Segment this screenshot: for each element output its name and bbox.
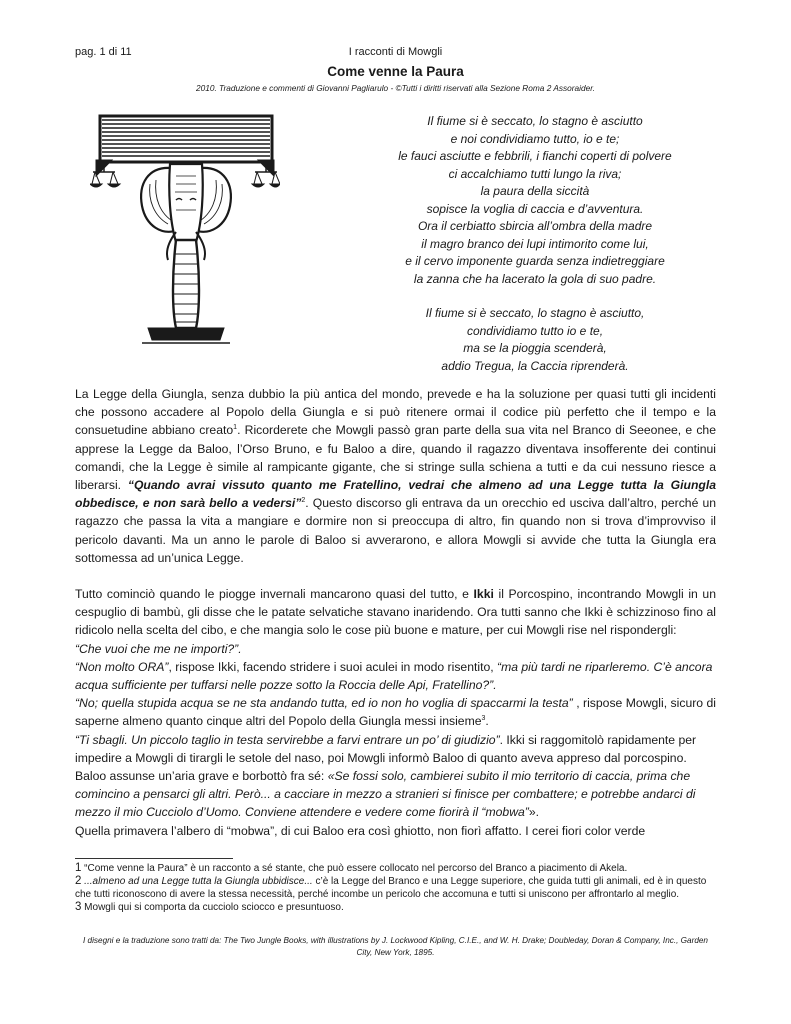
dialogue-line (75, 658, 716, 694)
text-run: Tutto cominciò quando le piogge invernali mancarono quasi del tutto, e (75, 587, 474, 602)
poem-line: addio Tregua, la Caccia riprenderà. (441, 358, 629, 373)
footnotes (75, 862, 725, 914)
text-run: , rispose Ikki, facendo stridere i suoi aculei in modo risentito, (168, 659, 498, 674)
poem-line: ma se la pioggia scenderà, (463, 341, 607, 355)
footnote-3 (75, 901, 725, 914)
dialogue-line (75, 694, 716, 730)
text-run: ». (528, 805, 540, 820)
story-body (75, 385, 716, 840)
page-number: pag. 1 di 11 (75, 46, 132, 58)
text-run: . Ikki si raggomitolò rapidamente per impedire a Mowgli di tirargli le setole del naso, poi Mowgli informò Baloo di quanto aveva appreso dal porcospino. Baloo assunse un’aria grave e borbottò fra sé: (75, 732, 697, 784)
footnote-text: c’è la Legge del Branco e una Legge superiore, che guida tutti gli animali, ed è in questo che tutti riconoscono di avere la stessa necessità, perché incombe un pericolo che accomuna e tutti si uniscono per affrontarlo al meglio. (75, 876, 707, 900)
footnote-number: 3 (75, 901, 82, 913)
footnote-number: 2 (75, 875, 82, 887)
footnote-2 (75, 875, 725, 901)
page-header (75, 46, 716, 62)
paragraph-drought (75, 585, 716, 640)
baloo-quote: “Quando avrai vissuto quanto me Fratellino, vedrai che almeno ad una Legge tutta la Giungla obbedisce, e non sarà bello a vedersi” (75, 478, 716, 511)
footnote-1 (75, 862, 725, 875)
paragraph-law-of-jungle (75, 385, 716, 567)
text-run: «Se fossi solo, cambierei subito il mio territorio di caccia, prima che comincino a pensarci gli altri. Però... a cacciare in mezzo a stranieri si finisce per combattere; e potrebbe andarci di mezzo il mio Cucciolo d’Uomo. Conviene attendere e vedere come fiorirà il “mobwa” (75, 769, 696, 820)
poem-line: condividiamo tutto io e te, (466, 323, 604, 338)
poem-stanza-2 (370, 305, 700, 375)
poem-line: Il fiume si è seccato, lo stagno è asciutto (427, 114, 643, 128)
text-run: “Non molto ORA” (75, 659, 169, 674)
poem-line: e noi condividiamo tutto, io e te; (450, 131, 620, 146)
footnote-ref[interactable]: 1 (233, 424, 238, 432)
text-run: “No; quella stupida acqua se ne sta andando tutta, ed io non ho voglia di spaccarmi la testa” (75, 696, 573, 711)
footnote-number: 1 (75, 862, 82, 874)
footnote-lead: ...almeno ad una Legge tutta la Giungla ubbidisce... (81, 876, 313, 887)
poem-line: il magro branco dei lupi intimorito come lui, (421, 236, 649, 251)
poem-line: e il cervo imponente guarda senza indietreggiare (405, 254, 665, 268)
poem-line: ci accalchiamo tutti lungo la riva; (448, 166, 622, 181)
footnote-text: Mowgli qui si comporta da cucciolo sciocco e presuntuoso. (81, 902, 344, 913)
text-run: il Porcospino, incontrando Mowgli in un cespuglio di bambù, gli disse che le patate selvatiche stavano inaridendo. Ora tutti sanno che Ikki è schizzinoso fino al ridicolo nella scelta del cibo, e che mangia solo le cose più buone e mature, per cui Mowgli rise nel rispondergli: (75, 587, 716, 638)
text-run: “ma più tardi ne riparleremo. C’è ancora acqua sufficiente per tuffarsi nelle pozze sotto la Roccia delle Api, Fratellino?”. (75, 659, 713, 693)
footnote-text: “Come venne la Paura” è un racconto a sé stante, che può essere collocato nel percorso del Branco a piacimento di Akela. (81, 863, 628, 874)
elephant-t-illustration (90, 114, 280, 346)
dialogue-line: “Che vuoi che me ne importi?”. (75, 641, 242, 656)
ikki-name: Ikki (473, 587, 494, 602)
text-run: . (485, 714, 489, 729)
text-run: La Legge della Giungla, senza dubbio la più antica del mondo, prevede e ha la soluzione per quasi tutti gli incidenti che possono accadere al Popolo della Giungla e si può ritenere ormai il codice più perfetto che il tempo e la consuetudine abbiano creato (75, 387, 716, 438)
illustration-source-note: I disegni e la traduzione sono tratti da: The Two Jungle Books, with illustrations by J. Lockwood Kipling, C.I.E., and W. H. Drake; Doubleday, Doran & Company, Inc., Garden City, New York, 1895. (83, 936, 708, 957)
poem-line: la paura della siccità (480, 184, 590, 198)
text-run: “Ti sbagli. Un piccolo taglio in testa servirebbe a farvi entrare un po’ di giudizio” (75, 732, 500, 747)
footnote-divider (75, 858, 233, 859)
text-run: . Questo discorso gli entrava da un orecchio ed usciva dall’altro, perché un ragazzo che passa la vita a mangiare e dormire non si preoccupa di altro, fin quando non si trova d’improvviso il pericolo davanti. Ma un anno le parole di Baloo si avverarono, e allora Mowgli si avvide che tutta la Giungla era sottomessa ad un’unica Legge. (75, 496, 716, 565)
dialogue-line (75, 731, 716, 822)
text-run: . Ricorderete che Mowgli passò gran parte della sua vita nel Branco di Seeonee, e che apprese la Legge da Baloo, l’Orso Bruno, e fu Baloo a dire, quando il ragazzo diventava insofferente dei continui comandi, che la Legge è simile al rampicante gigante, che si stringe sulla schiena a tutti e da cui nessuno riesce a liberarsi. (75, 423, 716, 493)
footnote-ref[interactable]: 2 (301, 497, 306, 505)
poem-line: Ora il cerbiatto sbircia all’ombra della madre (417, 219, 653, 233)
document-title: Come venne la Paura (327, 64, 464, 79)
footnote-ref[interactable]: 3 (481, 715, 486, 723)
poem-line: la zanna che ha lacerato la gola di suo padre. (413, 271, 657, 286)
text-run: , rispose Mowgli, sicuro di saperne almeno quanto cinque altri del Popolo della Giungla messi insieme (75, 696, 716, 729)
poem-stanza-1 (370, 113, 700, 288)
opening-poem (370, 113, 700, 392)
poem-line: sopisce la voglia di caccia e d’avventura. (426, 201, 644, 216)
paragraph-mobwa: Quella primavera l’albero di “mobwa”, di cui Baloo era così ghiotto, non fiorì affatto. I cerei fiori color verde (75, 823, 646, 838)
credit-line: 2010. Traduzione e commenti di Giovanni Pagliarulo - ©Tutti i diritti riservati alla Sezione Roma 2 Assoraider. (195, 83, 595, 93)
poem-line: le fauci asciutte e febbrili, i fianchi coperti di polvere (398, 149, 672, 163)
series-title: I racconti di Mowgli (348, 46, 443, 58)
poem-line: Il fiume si è seccato, lo stagno è asciutto, (425, 306, 645, 320)
